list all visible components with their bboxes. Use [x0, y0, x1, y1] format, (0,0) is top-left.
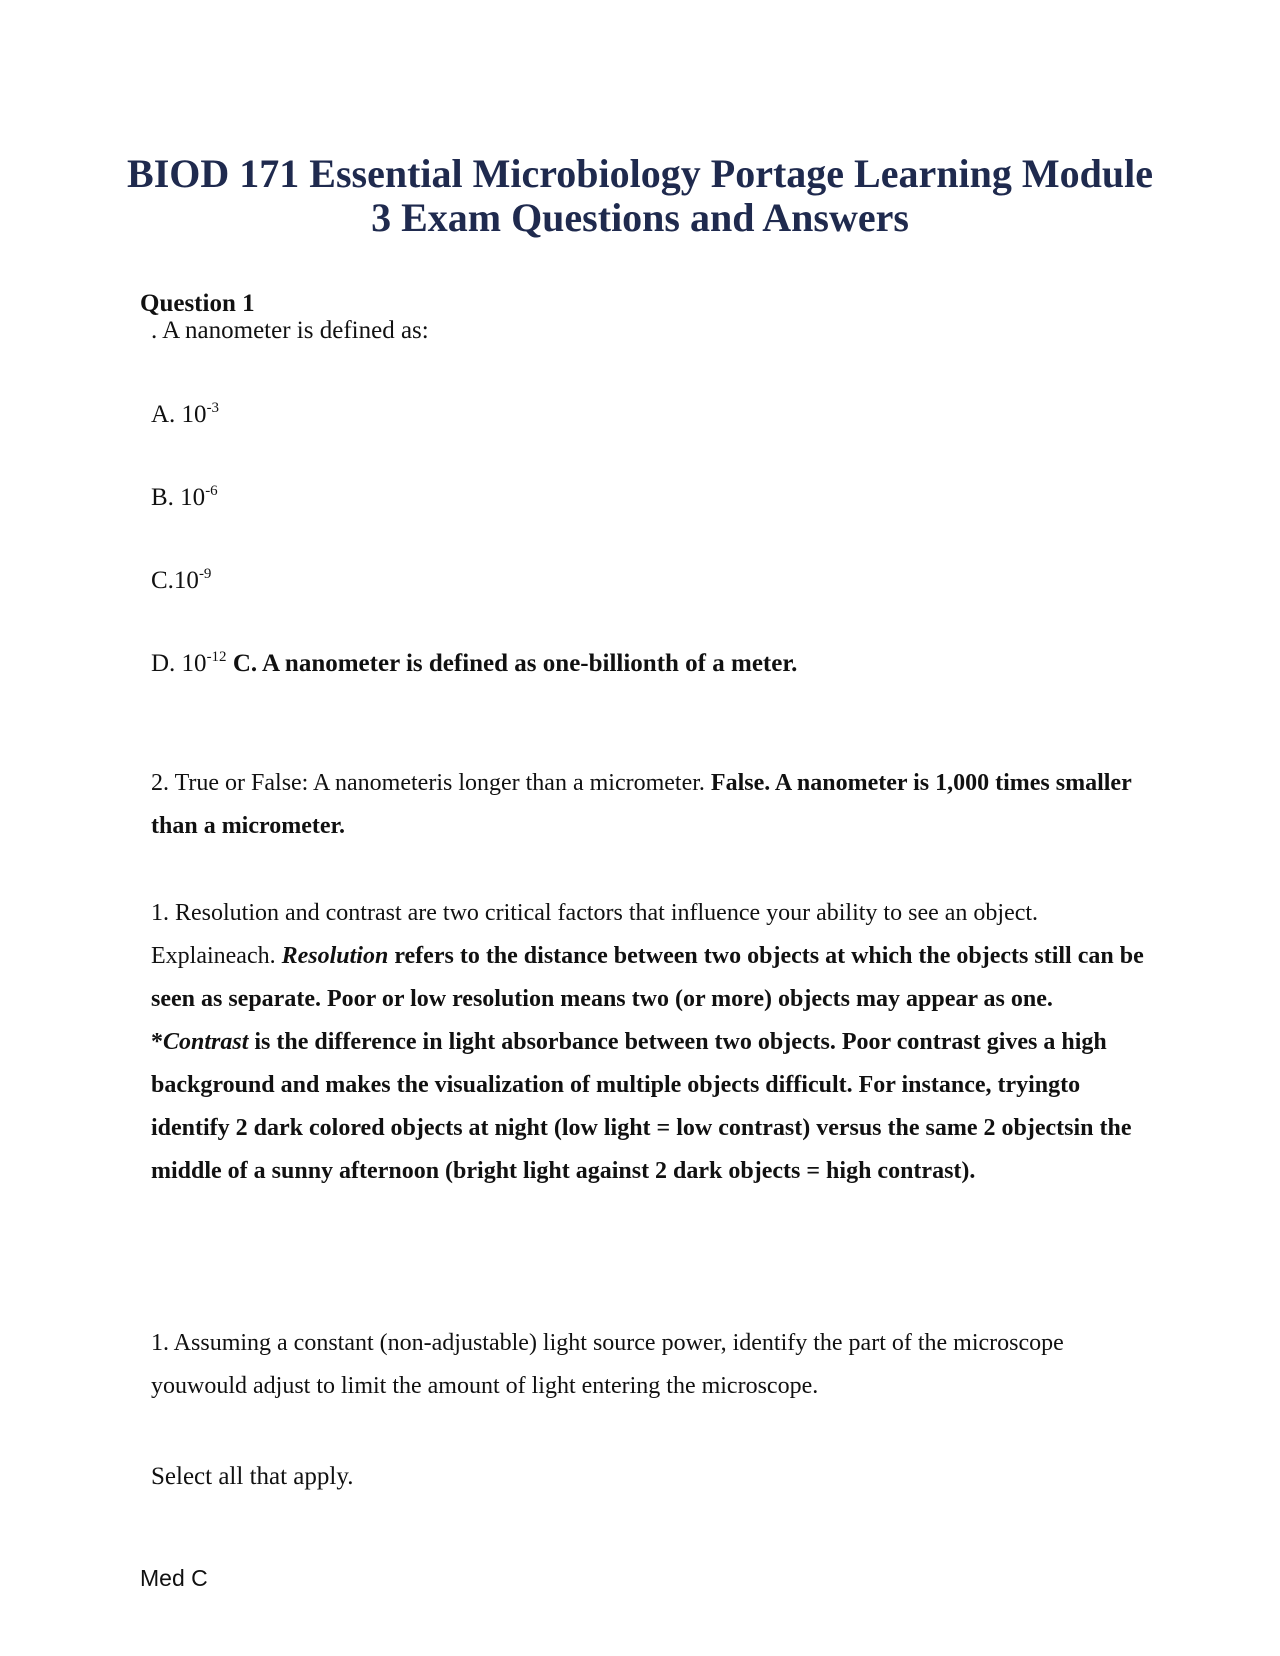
- question-3: [151, 892, 1151, 1193]
- question-1-answer: C. A nanometer is defined as one-billionth of a meter.: [232, 650, 798, 677]
- document-title: BIOD 171 Essential Microbiology Portage Learning Module 3 Exam Questions and Answers: [127, 151, 1153, 240]
- question-4-instruction: Select all that apply.: [151, 1463, 354, 1490]
- option-d-label: D. 10: [151, 650, 207, 677]
- question-2-prompt: 2. True or False: A nanometeris longer than a micrometer.: [151, 770, 705, 796]
- option-b-exponent: -6: [205, 483, 218, 499]
- question-2: [151, 762, 1151, 848]
- option-a: [151, 400, 219, 430]
- question-3-prompt: 1. Resolution and contrast are two critical factors that influence your ability to see an object. Explaineach.: [151, 900, 1039, 969]
- option-a-label: A. 10: [151, 401, 207, 428]
- contrast-term: Contrast: [163, 1029, 249, 1055]
- option-a-exponent: -3: [206, 400, 220, 416]
- question-heading: Question 1: [140, 290, 255, 317]
- question-1-prompt: . A nanometer is defined as:: [151, 317, 429, 344]
- resolution-text: refers to the distance between two objects at which the objects still can be seen as separate. Poor or low resolution means two (or more) objects may appear as one.: [151, 943, 1144, 1012]
- page-footer: Med C: [140, 1565, 208, 1591]
- option-c: [151, 566, 211, 596]
- question-2-answer: False. A nanometer is 1,000 times smaller than a micrometer.: [151, 770, 1132, 839]
- option-c-label: C.10: [151, 567, 199, 594]
- contrast-answer: [151, 1029, 1131, 1184]
- option-d: [151, 649, 797, 679]
- question-4-prompt: 1. Assuming a constant (non-adjustable) light source power, identify the part of the microscope youwould adjust to limit the amount of light entering the microscope.: [151, 1330, 1064, 1399]
- option-b: [151, 483, 218, 513]
- option-b-label: B. 10: [151, 484, 206, 511]
- option-c-exponent: -9: [198, 566, 212, 582]
- contrast-text: is the difference in light absorbance between two objects. Poor contrast gives a high background and makes the visualization of multiple objects difficult. For instance, tryingto identify 2 dark colored objects at night (low light = low contrast) versus the same 2 objectsin the middle of a sunny afternoon (bright light against 2 dark objects = high contrast).: [151, 1029, 1132, 1184]
- resolution-answer: [151, 943, 1144, 1012]
- contrast-prefix: *: [151, 1029, 163, 1055]
- resolution-term: Resolution: [281, 943, 389, 969]
- option-d-exponent: -12: [206, 649, 227, 665]
